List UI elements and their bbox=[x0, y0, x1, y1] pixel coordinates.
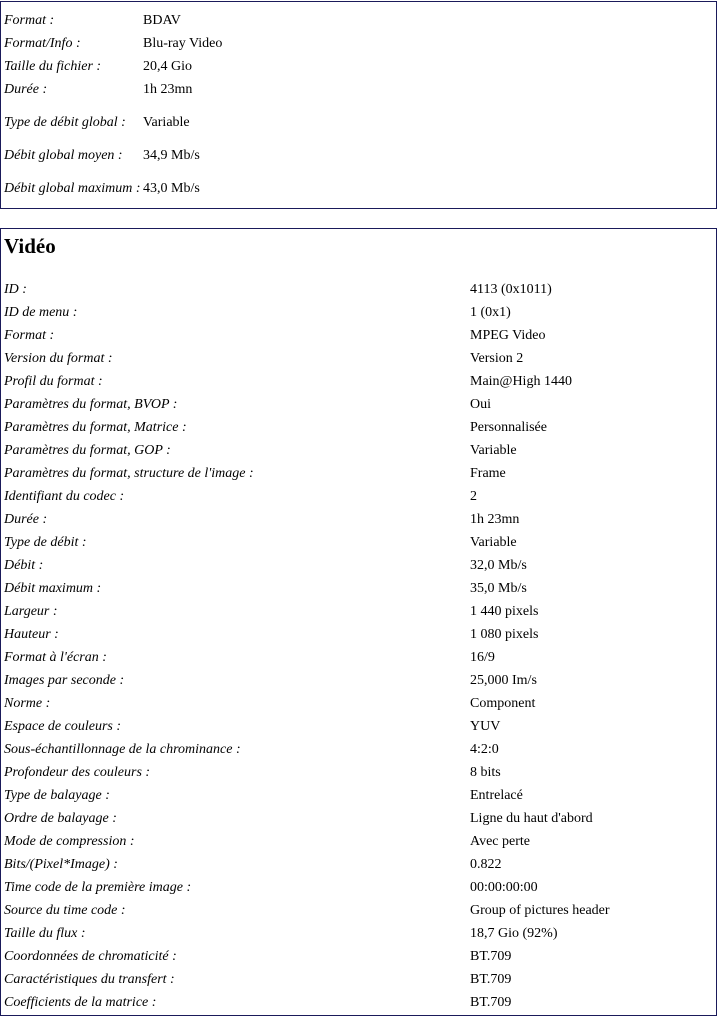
table-row bbox=[1, 462, 716, 485]
field-value: 4:2:0 bbox=[470, 742, 499, 757]
table-row bbox=[1, 278, 716, 301]
table-row bbox=[1, 738, 716, 761]
table-row bbox=[1, 347, 716, 370]
field-label: Images par seconde : bbox=[4, 673, 125, 688]
field-label: Ordre de balayage : bbox=[4, 811, 117, 826]
table-row bbox=[1, 554, 716, 577]
general-label: Débit global maximum : bbox=[4, 180, 141, 196]
field-value: Component bbox=[470, 696, 536, 711]
table-row bbox=[1, 945, 716, 968]
field-label: Sous-échantillonnage de la chrominance : bbox=[4, 742, 241, 757]
field-value: Group of pictures header bbox=[470, 903, 610, 918]
table-row bbox=[1, 439, 716, 462]
field-label: Débit maximum : bbox=[4, 581, 102, 596]
table-row bbox=[1, 830, 716, 853]
field-value: 8 bits bbox=[470, 765, 501, 780]
table-row bbox=[1, 370, 716, 393]
section-title: Vidéo bbox=[4, 234, 56, 258]
field-value: 25,000 Im/s bbox=[470, 673, 537, 688]
field-value: Personnalisée bbox=[470, 420, 547, 435]
general-label: Type de débit global : bbox=[4, 114, 126, 130]
general-row-format-info bbox=[1, 32, 716, 55]
field-value: Variable bbox=[470, 443, 517, 458]
field-label: Mode de compression : bbox=[4, 834, 135, 849]
table-row bbox=[1, 600, 716, 623]
general-label: Débit global moyen : bbox=[4, 147, 123, 163]
field-value: 00:00:00:00 bbox=[470, 880, 538, 895]
field-label: Paramètres du format, GOP : bbox=[4, 443, 171, 458]
field-value: Version 2 bbox=[470, 351, 524, 366]
field-value: 1h 23mn bbox=[470, 512, 520, 527]
general-value: 1h 23mn bbox=[143, 81, 193, 97]
table-row bbox=[1, 692, 716, 715]
field-label: Paramètres du format, BVOP : bbox=[4, 397, 178, 412]
field-label: Caractéristiques du transfert : bbox=[4, 972, 175, 987]
general-row-file-size bbox=[1, 55, 716, 78]
field-value: BT.709 bbox=[470, 972, 512, 987]
table-row bbox=[1, 899, 716, 922]
field-label: Version du format : bbox=[4, 351, 113, 366]
table-row bbox=[1, 761, 716, 784]
table-row bbox=[1, 853, 716, 876]
field-label: Type de débit : bbox=[4, 535, 87, 550]
table-row bbox=[1, 807, 716, 830]
table-row bbox=[1, 324, 716, 347]
field-label: Largeur : bbox=[4, 604, 58, 619]
table-row bbox=[1, 393, 716, 416]
table-row bbox=[1, 416, 716, 439]
field-value: 16/9 bbox=[470, 650, 495, 665]
general-row-duration bbox=[1, 78, 716, 101]
general-value: 20,4 Gio bbox=[143, 58, 192, 74]
table-row bbox=[1, 623, 716, 646]
field-label: Source du time code : bbox=[4, 903, 126, 918]
field-label: Bits/(Pixel*Image) : bbox=[4, 857, 118, 872]
table-row bbox=[1, 968, 716, 991]
field-value: 32,0 Mb/s bbox=[470, 558, 527, 573]
table-row bbox=[1, 715, 716, 738]
general-label: Format/Info : bbox=[4, 35, 81, 51]
table-row bbox=[1, 922, 716, 945]
table-row bbox=[1, 784, 716, 807]
table-row bbox=[1, 669, 716, 692]
table-row bbox=[1, 531, 716, 554]
general-info-panel bbox=[0, 1, 717, 209]
table-row bbox=[1, 301, 716, 324]
field-value: 4113 (0x1011) bbox=[470, 282, 552, 297]
field-value: YUV bbox=[470, 719, 501, 734]
field-value: BT.709 bbox=[470, 949, 512, 964]
field-label: Profondeur des couleurs : bbox=[4, 765, 151, 780]
field-label: Format à l'écran : bbox=[4, 650, 107, 665]
field-value: Variable bbox=[470, 535, 517, 550]
field-label: Profil du format : bbox=[4, 374, 103, 389]
field-label: Format : bbox=[4, 328, 55, 343]
field-label: ID de menu : bbox=[4, 305, 78, 320]
field-value: Entrelacé bbox=[470, 788, 523, 803]
field-label: Taille du flux : bbox=[4, 926, 86, 941]
field-label: ID : bbox=[4, 282, 27, 297]
field-value: Frame bbox=[470, 466, 506, 481]
field-value: 2 bbox=[470, 489, 477, 504]
general-label: Format : bbox=[4, 12, 55, 28]
general-value: Variable bbox=[143, 114, 190, 130]
field-label: Hauteur : bbox=[4, 627, 59, 642]
table-row bbox=[1, 508, 716, 531]
general-value: 34,9 Mb/s bbox=[143, 147, 200, 163]
field-label: Coordonnées de chromaticité : bbox=[4, 949, 177, 964]
field-label: Time code de la première image : bbox=[4, 880, 192, 895]
field-label: Paramètres du format, structure de l'image : bbox=[4, 466, 254, 481]
general-info-table bbox=[1, 2, 716, 210]
field-label: Durée : bbox=[4, 512, 48, 527]
field-value: Main@High 1440 bbox=[470, 374, 572, 389]
general-row-avg-bitrate bbox=[1, 144, 716, 167]
field-value: 1 440 pixels bbox=[470, 604, 539, 619]
general-value: Blu-ray Video bbox=[143, 35, 223, 51]
field-value: 0.822 bbox=[470, 857, 502, 872]
general-row-max-bitrate bbox=[1, 167, 716, 210]
field-value: 1 080 pixels bbox=[470, 627, 539, 642]
general-label: Durée : bbox=[4, 81, 48, 97]
field-value: 18,7 Gio (92%) bbox=[470, 926, 558, 941]
field-label: Identifiant du codec : bbox=[4, 489, 125, 504]
field-label: Espace de couleurs : bbox=[4, 719, 122, 734]
field-value: BT.709 bbox=[470, 995, 512, 1010]
field-value: 1 (0x1) bbox=[470, 305, 511, 320]
field-value: Ligne du haut d'abord bbox=[470, 811, 593, 826]
video-info-panel bbox=[0, 228, 717, 1016]
field-value: Avec perte bbox=[470, 834, 530, 849]
general-value: BDAV bbox=[143, 12, 181, 28]
table-row bbox=[1, 991, 716, 1014]
field-label: Coefficients de la matrice : bbox=[4, 995, 157, 1010]
field-value: 35,0 Mb/s bbox=[470, 581, 527, 596]
field-label: Paramètres du format, Matrice : bbox=[4, 420, 187, 435]
general-value: 43,0 Mb/s bbox=[143, 180, 200, 196]
table-row bbox=[1, 876, 716, 899]
field-value: MPEG Video bbox=[470, 328, 546, 343]
field-label: Norme : bbox=[4, 696, 51, 711]
table-row bbox=[1, 485, 716, 508]
field-value: Oui bbox=[470, 397, 491, 412]
table-row bbox=[1, 577, 716, 600]
general-label: Taille du fichier : bbox=[4, 58, 102, 74]
field-label: Débit : bbox=[4, 558, 44, 573]
table-row bbox=[1, 646, 716, 669]
general-row-format bbox=[1, 9, 716, 32]
video-info-table bbox=[1, 278, 716, 1014]
field-label: Type de balayage : bbox=[4, 788, 110, 803]
general-row-bitrate-mode bbox=[1, 101, 716, 144]
